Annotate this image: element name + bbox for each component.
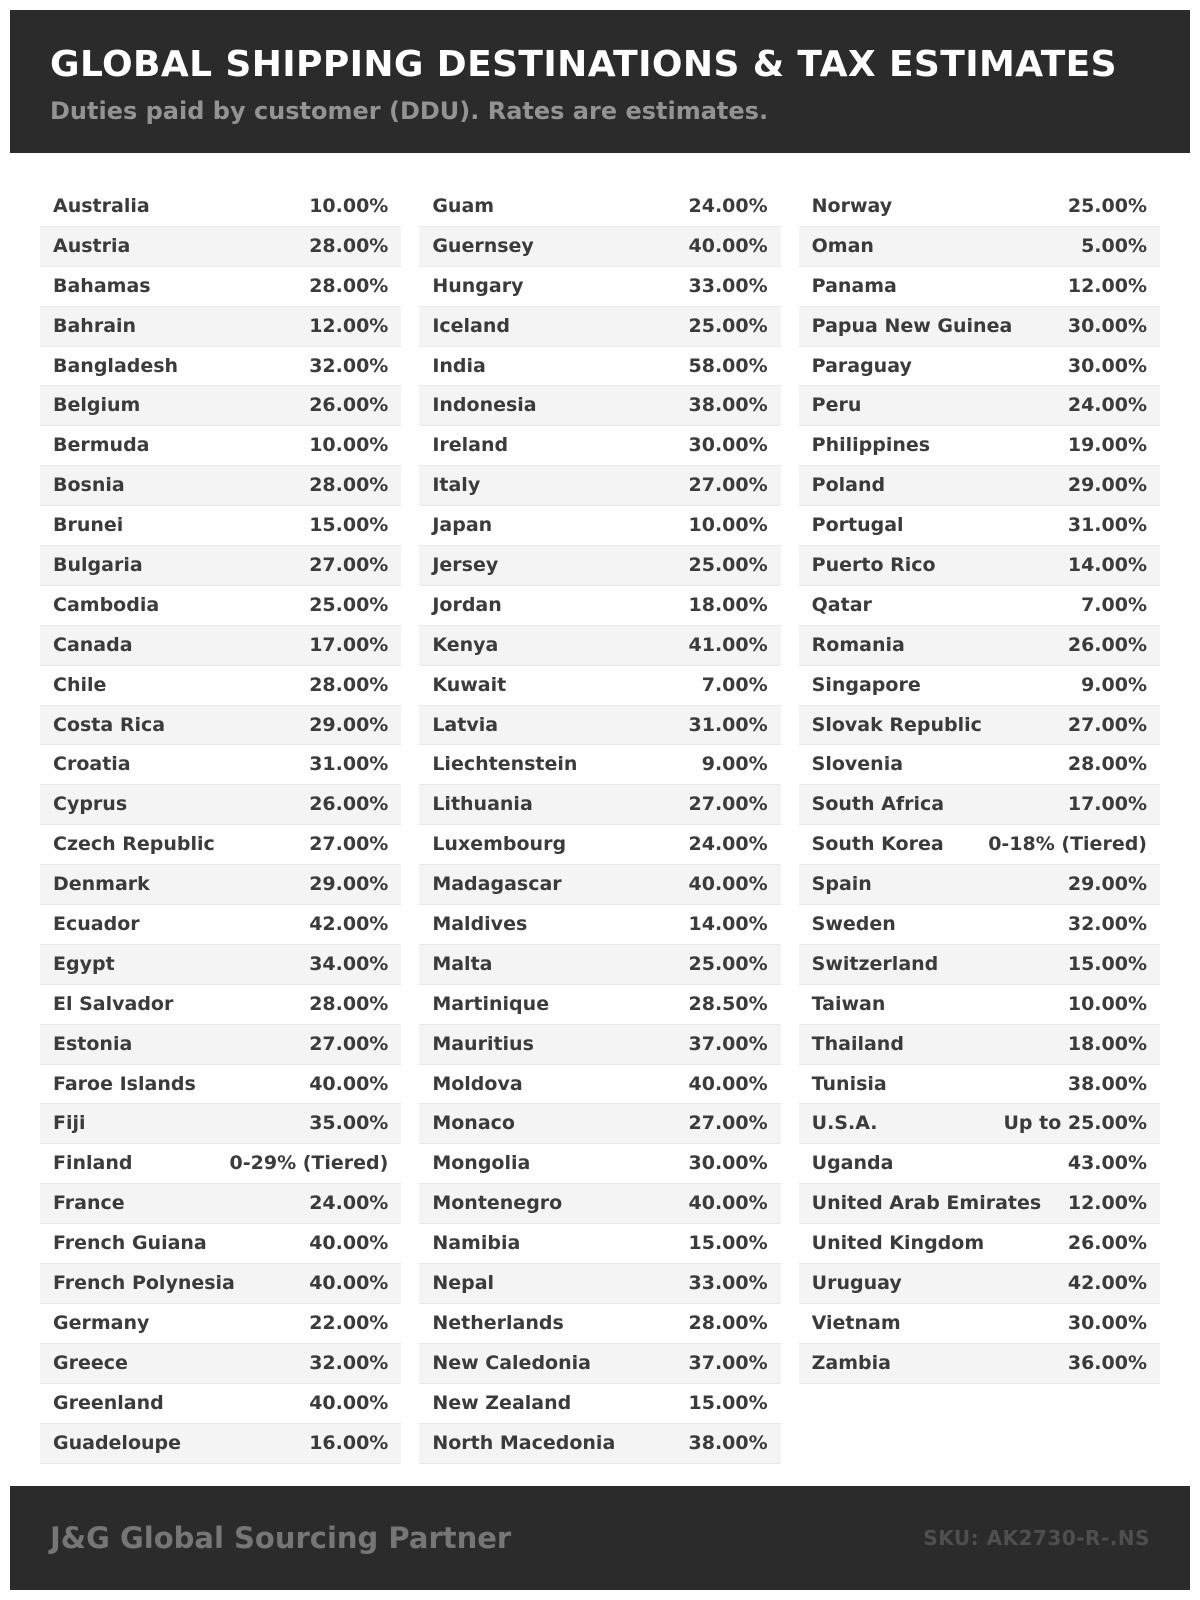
footer xyxy=(10,1486,1190,1590)
tax-rate: 28.00% xyxy=(309,234,389,257)
rate-row xyxy=(40,1025,401,1065)
country-name: Slovenia xyxy=(811,753,904,776)
tax-rate: 43.00% xyxy=(1067,1152,1147,1175)
rate-row xyxy=(799,785,1160,825)
country-name: Bulgaria xyxy=(53,554,143,577)
tax-rate: 25.00% xyxy=(1067,195,1147,217)
country-name: North Macedonia xyxy=(432,1431,616,1454)
country-name: Poland xyxy=(811,474,886,497)
country-name: Chile xyxy=(53,673,107,696)
country-name: Nepal xyxy=(432,1272,495,1295)
tax-rate: 38.00% xyxy=(688,1431,768,1454)
tax-rate: 37.00% xyxy=(688,1351,768,1374)
tax-rate: 0-29% (Tiered) xyxy=(229,1152,389,1175)
country-name: Denmark xyxy=(53,873,150,896)
country-name: Jordan xyxy=(432,593,502,616)
rate-row xyxy=(799,706,1160,746)
country-name: Finland xyxy=(53,1152,133,1175)
rate-row xyxy=(40,227,401,267)
country-name: Sweden xyxy=(811,913,896,936)
country-name: New Caledonia xyxy=(432,1351,591,1374)
country-name: Zambia xyxy=(811,1351,891,1374)
rate-row xyxy=(40,347,401,387)
rate-row xyxy=(40,1104,401,1144)
rate-row xyxy=(799,1104,1160,1144)
tax-rate: 38.00% xyxy=(688,394,768,417)
rate-row xyxy=(419,586,780,626)
country-name: Italy xyxy=(432,474,481,497)
country-name: Madagascar xyxy=(432,873,562,896)
country-name: Guadeloupe xyxy=(53,1431,182,1454)
header xyxy=(10,10,1190,153)
rate-row xyxy=(40,546,401,586)
tax-rate: 25.00% xyxy=(309,593,389,616)
rate-row xyxy=(40,905,401,945)
rate-row xyxy=(799,386,1160,426)
rate-row xyxy=(799,546,1160,586)
country-name: Iceland xyxy=(432,314,511,337)
rate-row xyxy=(799,825,1160,865)
country-name: Fiji xyxy=(53,1112,86,1135)
tax-rate: 29.00% xyxy=(309,873,389,896)
tax-rate: 41.00% xyxy=(688,633,768,656)
rate-row xyxy=(419,307,780,347)
tax-rate: 40.00% xyxy=(309,1232,389,1255)
tax-rate: 0-18% (Tiered) xyxy=(988,833,1147,856)
country-name: Norway xyxy=(811,195,893,217)
rate-row xyxy=(419,745,780,785)
rate-row xyxy=(419,945,780,985)
tax-rate: 19.00% xyxy=(1067,434,1147,457)
country-name: Thailand xyxy=(811,1032,904,1055)
country-name: Germany xyxy=(53,1311,150,1334)
rate-row xyxy=(40,706,401,746)
tax-rate: 40.00% xyxy=(688,873,768,896)
tax-rate: 32.00% xyxy=(309,354,389,377)
country-name: Maldives xyxy=(432,913,528,936)
country-name: Slovak Republic xyxy=(811,713,982,736)
country-name: Ireland xyxy=(432,434,509,457)
rate-row xyxy=(799,1224,1160,1264)
tax-rate: 15.00% xyxy=(1067,952,1147,975)
rate-row xyxy=(419,347,780,387)
tax-rate: 16.00% xyxy=(309,1431,389,1454)
tax-rate: 15.00% xyxy=(688,1232,768,1255)
country-name: Portugal xyxy=(811,514,904,537)
rate-row xyxy=(799,865,1160,905)
country-name: Paraguay xyxy=(811,354,912,377)
brand-name: J&G Global Sourcing Partner xyxy=(50,1521,512,1555)
tax-rate: 24.00% xyxy=(1067,394,1147,417)
tax-rate: 28.00% xyxy=(309,992,389,1015)
country-name: Czech Republic xyxy=(53,833,215,856)
tax-rate: 29.00% xyxy=(1067,474,1147,497)
tax-rate: 26.00% xyxy=(309,793,389,816)
country-name: Estonia xyxy=(53,1032,133,1055)
rate-row xyxy=(799,626,1160,666)
rate-row xyxy=(799,1264,1160,1304)
rate-row xyxy=(40,586,401,626)
country-name: Montenegro xyxy=(432,1192,563,1215)
country-name: Panama xyxy=(811,274,897,297)
country-name: French Polynesia xyxy=(53,1272,235,1295)
tax-rate: 24.00% xyxy=(309,1192,389,1215)
tax-rate: 25.00% xyxy=(688,314,768,337)
rate-row xyxy=(40,1184,401,1224)
tax-rate: 28.00% xyxy=(309,673,389,696)
rate-row xyxy=(419,626,780,666)
country-name: Japan xyxy=(432,514,493,537)
country-name: Costa Rica xyxy=(53,713,166,736)
tax-rate: 32.00% xyxy=(1067,913,1147,936)
tax-rate: 26.00% xyxy=(309,394,389,417)
tax-rate: 35.00% xyxy=(309,1112,389,1135)
tax-rate: 26.00% xyxy=(1067,1232,1147,1255)
rate-row xyxy=(799,466,1160,506)
tax-rate: 42.00% xyxy=(1067,1272,1147,1295)
rate-row xyxy=(799,1344,1160,1384)
country-name: Belgium xyxy=(53,394,141,417)
country-name: Papua New Guinea xyxy=(811,314,1013,337)
rate-row xyxy=(40,1344,401,1384)
rate-row xyxy=(419,825,780,865)
rate-row xyxy=(799,666,1160,706)
tax-rate: 18.00% xyxy=(1067,1032,1147,1055)
rate-row xyxy=(799,227,1160,267)
tax-rate: 27.00% xyxy=(1067,713,1147,736)
tax-rate: 36.00% xyxy=(1067,1351,1147,1374)
tax-rate: 27.00% xyxy=(688,1112,768,1135)
tax-rate: 12.00% xyxy=(1067,274,1147,297)
rate-row xyxy=(419,1104,780,1144)
country-name: Canada xyxy=(53,633,133,656)
country-name: Lithuania xyxy=(432,793,533,816)
rate-row xyxy=(419,706,780,746)
country-name: Cyprus xyxy=(53,793,128,816)
tax-rate: 7.00% xyxy=(1081,593,1147,616)
country-name: Guernsey xyxy=(432,234,534,257)
rate-row xyxy=(40,386,401,426)
rate-row xyxy=(419,865,780,905)
country-name: Netherlands xyxy=(432,1311,564,1334)
country-name: U.S.A. xyxy=(811,1112,878,1135)
tax-rate: 15.00% xyxy=(688,1391,768,1414)
country-name: Luxembourg xyxy=(432,833,567,856)
tax-rate: 40.00% xyxy=(309,1391,389,1414)
rate-column-2 xyxy=(419,187,780,1464)
tax-rate: 10.00% xyxy=(688,514,768,537)
country-name: Croatia xyxy=(53,753,131,776)
tax-rate: 42.00% xyxy=(309,913,389,936)
country-name: Greece xyxy=(53,1351,128,1374)
country-name: Romania xyxy=(811,633,905,656)
rate-row xyxy=(419,1224,780,1264)
tax-rate: 40.00% xyxy=(688,1072,768,1095)
rate-row xyxy=(799,347,1160,387)
country-name: India xyxy=(432,354,486,377)
tax-rate: 9.00% xyxy=(1081,673,1147,696)
tax-rate: 40.00% xyxy=(309,1272,389,1295)
page-title: GLOBAL SHIPPING DESTINATIONS & TAX ESTIMATES xyxy=(50,44,1117,85)
tax-rate: 37.00% xyxy=(688,1032,768,1055)
rate-column-1 xyxy=(40,187,401,1464)
tax-rate: 28.00% xyxy=(309,474,389,497)
rate-row xyxy=(419,666,780,706)
tax-rate: 30.00% xyxy=(1067,1311,1147,1334)
rate-row xyxy=(40,745,401,785)
rate-row xyxy=(40,865,401,905)
country-name: Uganda xyxy=(811,1152,894,1175)
country-name: Puerto Rico xyxy=(811,554,936,577)
country-name: Mongolia xyxy=(432,1152,531,1175)
rate-row xyxy=(419,1065,780,1105)
rate-row xyxy=(40,426,401,466)
rate-row xyxy=(40,1304,401,1344)
country-name: Ecuador xyxy=(53,913,140,936)
tax-rate: 31.00% xyxy=(309,753,389,776)
rate-row xyxy=(40,506,401,546)
country-name: Bangladesh xyxy=(53,354,179,377)
rate-row xyxy=(40,785,401,825)
rate-row xyxy=(419,227,780,267)
rate-row xyxy=(40,985,401,1025)
rate-row xyxy=(40,945,401,985)
rate-row xyxy=(419,506,780,546)
country-name: Namibia xyxy=(432,1232,521,1255)
tax-rate: 40.00% xyxy=(688,1192,768,1215)
country-name: Kuwait xyxy=(432,673,507,696)
rate-row xyxy=(40,1144,401,1184)
sku-label: SKU: AK2730-R-.NS xyxy=(923,1526,1150,1550)
tax-rate: 28.00% xyxy=(1067,753,1147,776)
rate-row xyxy=(40,825,401,865)
tax-rate: 5.00% xyxy=(1081,234,1147,257)
rate-row xyxy=(419,1384,780,1424)
tax-rate: 27.00% xyxy=(309,554,389,577)
country-name: Spain xyxy=(811,873,872,896)
tax-rate: 33.00% xyxy=(688,274,768,297)
country-name: Singapore xyxy=(811,673,921,696)
country-name: New Zealand xyxy=(432,1391,572,1414)
country-name: Guam xyxy=(432,195,495,217)
rate-row xyxy=(799,745,1160,785)
country-name: South Korea xyxy=(811,833,944,856)
rate-row xyxy=(799,187,1160,227)
rate-row xyxy=(799,586,1160,626)
country-name: United Arab Emirates xyxy=(811,1192,1042,1215)
rate-row xyxy=(799,985,1160,1025)
tax-rate: 31.00% xyxy=(1067,514,1147,537)
tax-rate: 10.00% xyxy=(1067,992,1147,1015)
tax-rate: 32.00% xyxy=(309,1351,389,1374)
tax-rate: 24.00% xyxy=(688,833,768,856)
rate-row xyxy=(799,1144,1160,1184)
rate-row xyxy=(799,267,1160,307)
rate-row xyxy=(419,785,780,825)
country-name: Qatar xyxy=(811,593,872,616)
tax-rate: Up to 25.00% xyxy=(1003,1112,1147,1135)
rate-row xyxy=(419,1184,780,1224)
tax-rate: 14.00% xyxy=(1067,554,1147,577)
rate-row xyxy=(799,307,1160,347)
tax-rate: 30.00% xyxy=(1067,314,1147,337)
rate-row xyxy=(419,905,780,945)
tax-rate: 28.00% xyxy=(688,1311,768,1334)
tax-rate: 27.00% xyxy=(688,793,768,816)
rate-row xyxy=(799,426,1160,466)
country-name: South Africa xyxy=(811,793,945,816)
rate-row xyxy=(799,1025,1160,1065)
tax-rate: 40.00% xyxy=(688,234,768,257)
rate-row xyxy=(419,985,780,1025)
rate-row xyxy=(419,1344,780,1384)
country-name: Philippines xyxy=(811,434,931,457)
tax-rate: 26.00% xyxy=(1067,633,1147,656)
country-name: Jersey xyxy=(432,554,499,577)
country-name: Kenya xyxy=(432,633,499,656)
country-name: Bahamas xyxy=(53,274,151,297)
country-name: Malta xyxy=(432,952,493,975)
tax-rate: 12.00% xyxy=(1067,1192,1147,1215)
rate-row xyxy=(40,1264,401,1304)
country-name: Switzerland xyxy=(811,952,939,975)
country-name: Oman xyxy=(811,234,874,257)
rate-row xyxy=(419,267,780,307)
rate-row xyxy=(419,466,780,506)
rate-row xyxy=(40,666,401,706)
rate-row xyxy=(40,1224,401,1264)
rates-table xyxy=(0,153,1200,1486)
rate-row xyxy=(419,546,780,586)
rate-row xyxy=(40,307,401,347)
country-name: Cambodia xyxy=(53,593,160,616)
country-name: Mauritius xyxy=(432,1032,534,1055)
rate-row xyxy=(419,386,780,426)
tax-rate: 10.00% xyxy=(309,434,389,457)
tax-rate: 17.00% xyxy=(1067,793,1147,816)
rate-row xyxy=(40,267,401,307)
tax-rate: 31.00% xyxy=(688,713,768,736)
country-name: Vietnam xyxy=(811,1311,901,1334)
country-name: Moldova xyxy=(432,1072,523,1095)
tax-rate: 17.00% xyxy=(309,633,389,656)
tax-rate: 22.00% xyxy=(309,1311,389,1334)
rate-row xyxy=(419,187,780,227)
country-name: Bosnia xyxy=(53,474,125,497)
country-name: El Salvador xyxy=(53,992,174,1015)
country-name: Egypt xyxy=(53,952,115,975)
rate-row xyxy=(419,1025,780,1065)
rate-row xyxy=(40,187,401,227)
tax-rate: 38.00% xyxy=(1067,1072,1147,1095)
tax-rate: 27.00% xyxy=(688,474,768,497)
rate-row xyxy=(799,905,1160,945)
tax-rate: 9.00% xyxy=(701,753,768,776)
tax-rate: 58.00% xyxy=(688,354,768,377)
tax-rate: 14.00% xyxy=(688,913,768,936)
tax-rate: 29.00% xyxy=(309,713,389,736)
rate-row xyxy=(419,1144,780,1184)
tax-rate: 28.50% xyxy=(688,992,768,1015)
rate-row xyxy=(799,945,1160,985)
country-name: Faroe Islands xyxy=(53,1072,196,1095)
country-name: France xyxy=(53,1192,125,1215)
page-subtitle: Duties paid by customer (DDU). Rates are estimates. xyxy=(50,97,769,125)
country-name: Latvia xyxy=(432,713,499,736)
country-name: Hungary xyxy=(432,274,524,297)
rate-row xyxy=(40,466,401,506)
country-name: Peru xyxy=(811,394,862,417)
tax-rate: 28.00% xyxy=(309,274,389,297)
tax-rate: 27.00% xyxy=(309,833,389,856)
rate-row xyxy=(799,1304,1160,1344)
rate-row xyxy=(419,1424,780,1464)
tax-rate: 7.00% xyxy=(701,673,768,696)
rate-row xyxy=(799,506,1160,546)
tax-rate: 12.00% xyxy=(309,314,389,337)
country-name: Monaco xyxy=(432,1112,515,1135)
country-name: Austria xyxy=(53,234,131,257)
tax-rate: 10.00% xyxy=(309,195,389,217)
tax-rate: 24.00% xyxy=(688,195,768,217)
tax-rate: 33.00% xyxy=(688,1272,768,1295)
country-name: United Kingdom xyxy=(811,1232,985,1255)
tax-rate: 15.00% xyxy=(309,514,389,537)
tax-rate: 30.00% xyxy=(688,1152,768,1175)
country-name: Brunei xyxy=(53,514,124,537)
rate-row xyxy=(40,1384,401,1424)
country-name: French Guiana xyxy=(53,1232,207,1255)
country-name: Uruguay xyxy=(811,1272,902,1295)
tax-rate: 30.00% xyxy=(1067,354,1147,377)
rate-row xyxy=(799,1065,1160,1105)
country-name: Greenland xyxy=(53,1391,164,1414)
tax-rate: 29.00% xyxy=(1067,873,1147,896)
rate-row xyxy=(419,1304,780,1344)
country-name: Liechtenstein xyxy=(432,753,578,776)
rate-row xyxy=(799,1184,1160,1224)
country-name: Tunisia xyxy=(811,1072,887,1095)
tax-rate: 25.00% xyxy=(688,554,768,577)
rate-row xyxy=(419,1264,780,1304)
tax-rate: 34.00% xyxy=(309,952,389,975)
tax-rate: 40.00% xyxy=(309,1072,389,1095)
country-name: Indonesia xyxy=(432,394,537,417)
country-name: Martinique xyxy=(432,992,550,1015)
tax-rate: 27.00% xyxy=(309,1032,389,1055)
country-name: Australia xyxy=(53,195,150,217)
rate-row xyxy=(40,1065,401,1105)
country-name: Taiwan xyxy=(811,992,886,1015)
tax-rate: 25.00% xyxy=(688,952,768,975)
rate-row xyxy=(40,1424,401,1464)
rate-row xyxy=(40,626,401,666)
country-name: Bermuda xyxy=(53,434,150,457)
tax-rate: 30.00% xyxy=(688,434,768,457)
rate-column-3 xyxy=(799,187,1160,1464)
rate-row xyxy=(419,426,780,466)
country-name: Bahrain xyxy=(53,314,137,337)
tax-rate: 18.00% xyxy=(688,593,768,616)
